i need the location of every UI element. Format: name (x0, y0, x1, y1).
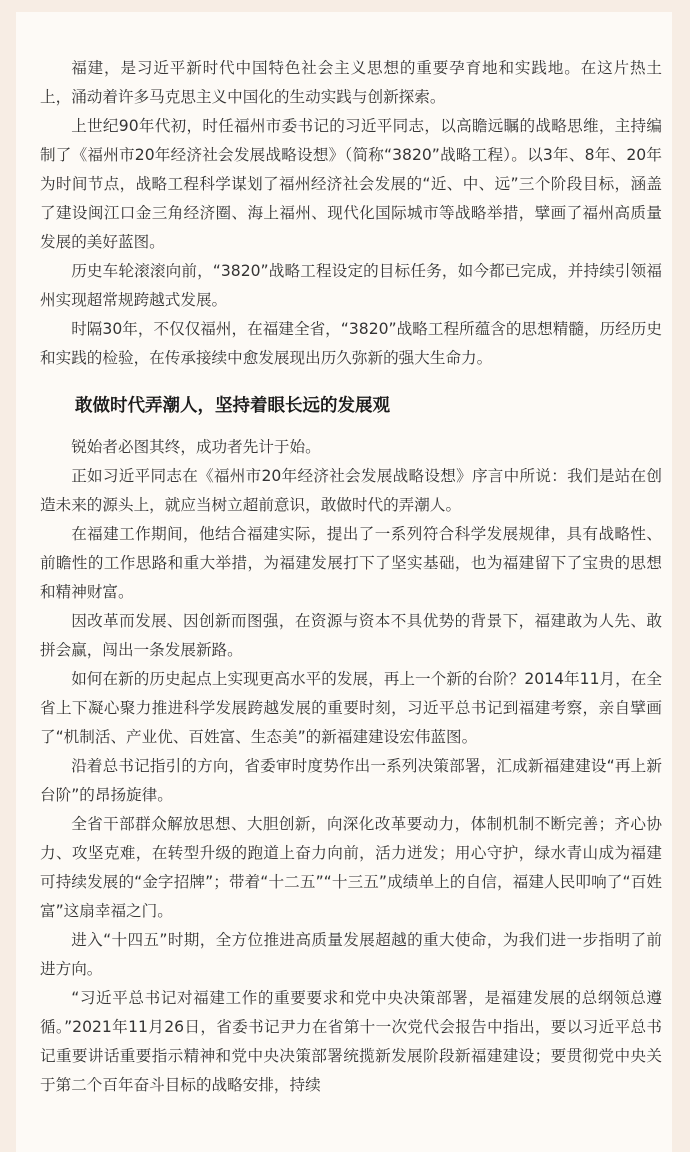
paragraph-intro-4: 时隔30年，不仅仅福州，在福建全省，“3820”战略工程所蕴含的思想精髓，历经历史和实践的检验，在传承接续中愈发展现出历久弥新的强大生命力。 (40, 320, 662, 367)
paragraph-intro-2: 上世纪90年代初，时任福州市委书记的习近平同志，以高瞻远瞩的战略思维，主持编制了《福州市20年经济社会发展战略设想》（简称“3820”战略工程）。以3年、8年、20年为时间节点，战略工程科学谋划了福州经济社会发展的“近、中、远”三个阶段目标，涵盖了建设闽江口金三角经济圈、海上福州、现代化国际城市等战略举措，擘画了福州高质量发展的美好蓝图。 (40, 117, 662, 251)
paragraph-intro-3: 历史车轮滚滚向前，“3820”战略工程设定的目标任务，如今都已完成，并持续引领福州实现超常规跨越式发展。 (40, 262, 662, 309)
paragraph-intro-1: 福建，是习近平新时代中国特色社会主义思想的重要孕育地和实践地。在这片热土上，涌动着许多马克思主义中国化的生动实践与创新探索。 (40, 59, 662, 106)
paragraph-section-4: 因改革而发展、因创新而图强，在资源与资本不具优势的背景下，福建敢为人先、敢拼会赢，闯出一条发展新路。 (40, 612, 662, 659)
paragraph-section-3: 在福建工作期间，他结合福建实际，提出了一系列符合科学发展规律，具有战略性、前瞻性的工作思路和重大举措，为福建发展打下了坚实基础，也为福建留下了宝贵的思想和精神财富。 (40, 525, 662, 601)
article-body (40, 54, 662, 1100)
paragraph-section-9: “习近平总书记对福建工作的重要要求和党中央决策部署，是福建发展的总纲领总遵循。”2021年11月26日，省委书记尹力在省第十一次党代会报告中指出，要以习近平总书记重要讲话重要指示精神和党中央决策部署统揽新发展阶段新福建建设；要贯彻党中央关于第二个百年奋斗目标的战略安排，持续 (40, 989, 662, 1094)
paragraph-section-2: 正如习近平同志在《福州市20年经济社会发展战略设想》序言中所说：我们是站在创造未来的源头上，就应当树立超前意识，敢做时代的弄潮人。 (40, 467, 662, 514)
paragraph-section-5: 如何在新的历史起点上实现更高水平的发展，再上一个新的台阶？2014年11月，在全省上下凝心聚力推进科学发展跨越发展的重要时刻，习近平总书记到福建考察，亲自擘画了“机制活、产业优、百姓富、生态美”的新福建建设宏伟蓝图。 (40, 670, 662, 746)
paragraph-section-1: 锐始者必图其终，成功者先计于始。 (71, 438, 321, 456)
paragraph-section-7: 全省干部群众解放思想、大胆创新，向深化改革要动力，体制机制不断完善；齐心协力、攻坚克难，在转型升级的跑道上奋力向前，活力迸发；用心守护，绿水青山成为福建可持续发展的“金字招牌”；带着“十二五”“十三五”成绩单上的自信，福建人民叩响了“百姓富”这扇幸福之门。 (40, 815, 662, 920)
section-heading: 敢做时代弄潮人，坚持着眼长远的发展观 (75, 396, 390, 416)
paragraph-section-8: 进入“十四五”时期，全方位推进高质量发展超越的重大使命，为我们进一步指明了前进方向。 (40, 931, 662, 978)
article-card (16, 12, 672, 1152)
paragraph-section-6: 沿着总书记指引的方向，省委审时度势作出一系列决策部署，汇成新福建建设“再上新台阶”的昂扬旋律。 (40, 757, 662, 804)
